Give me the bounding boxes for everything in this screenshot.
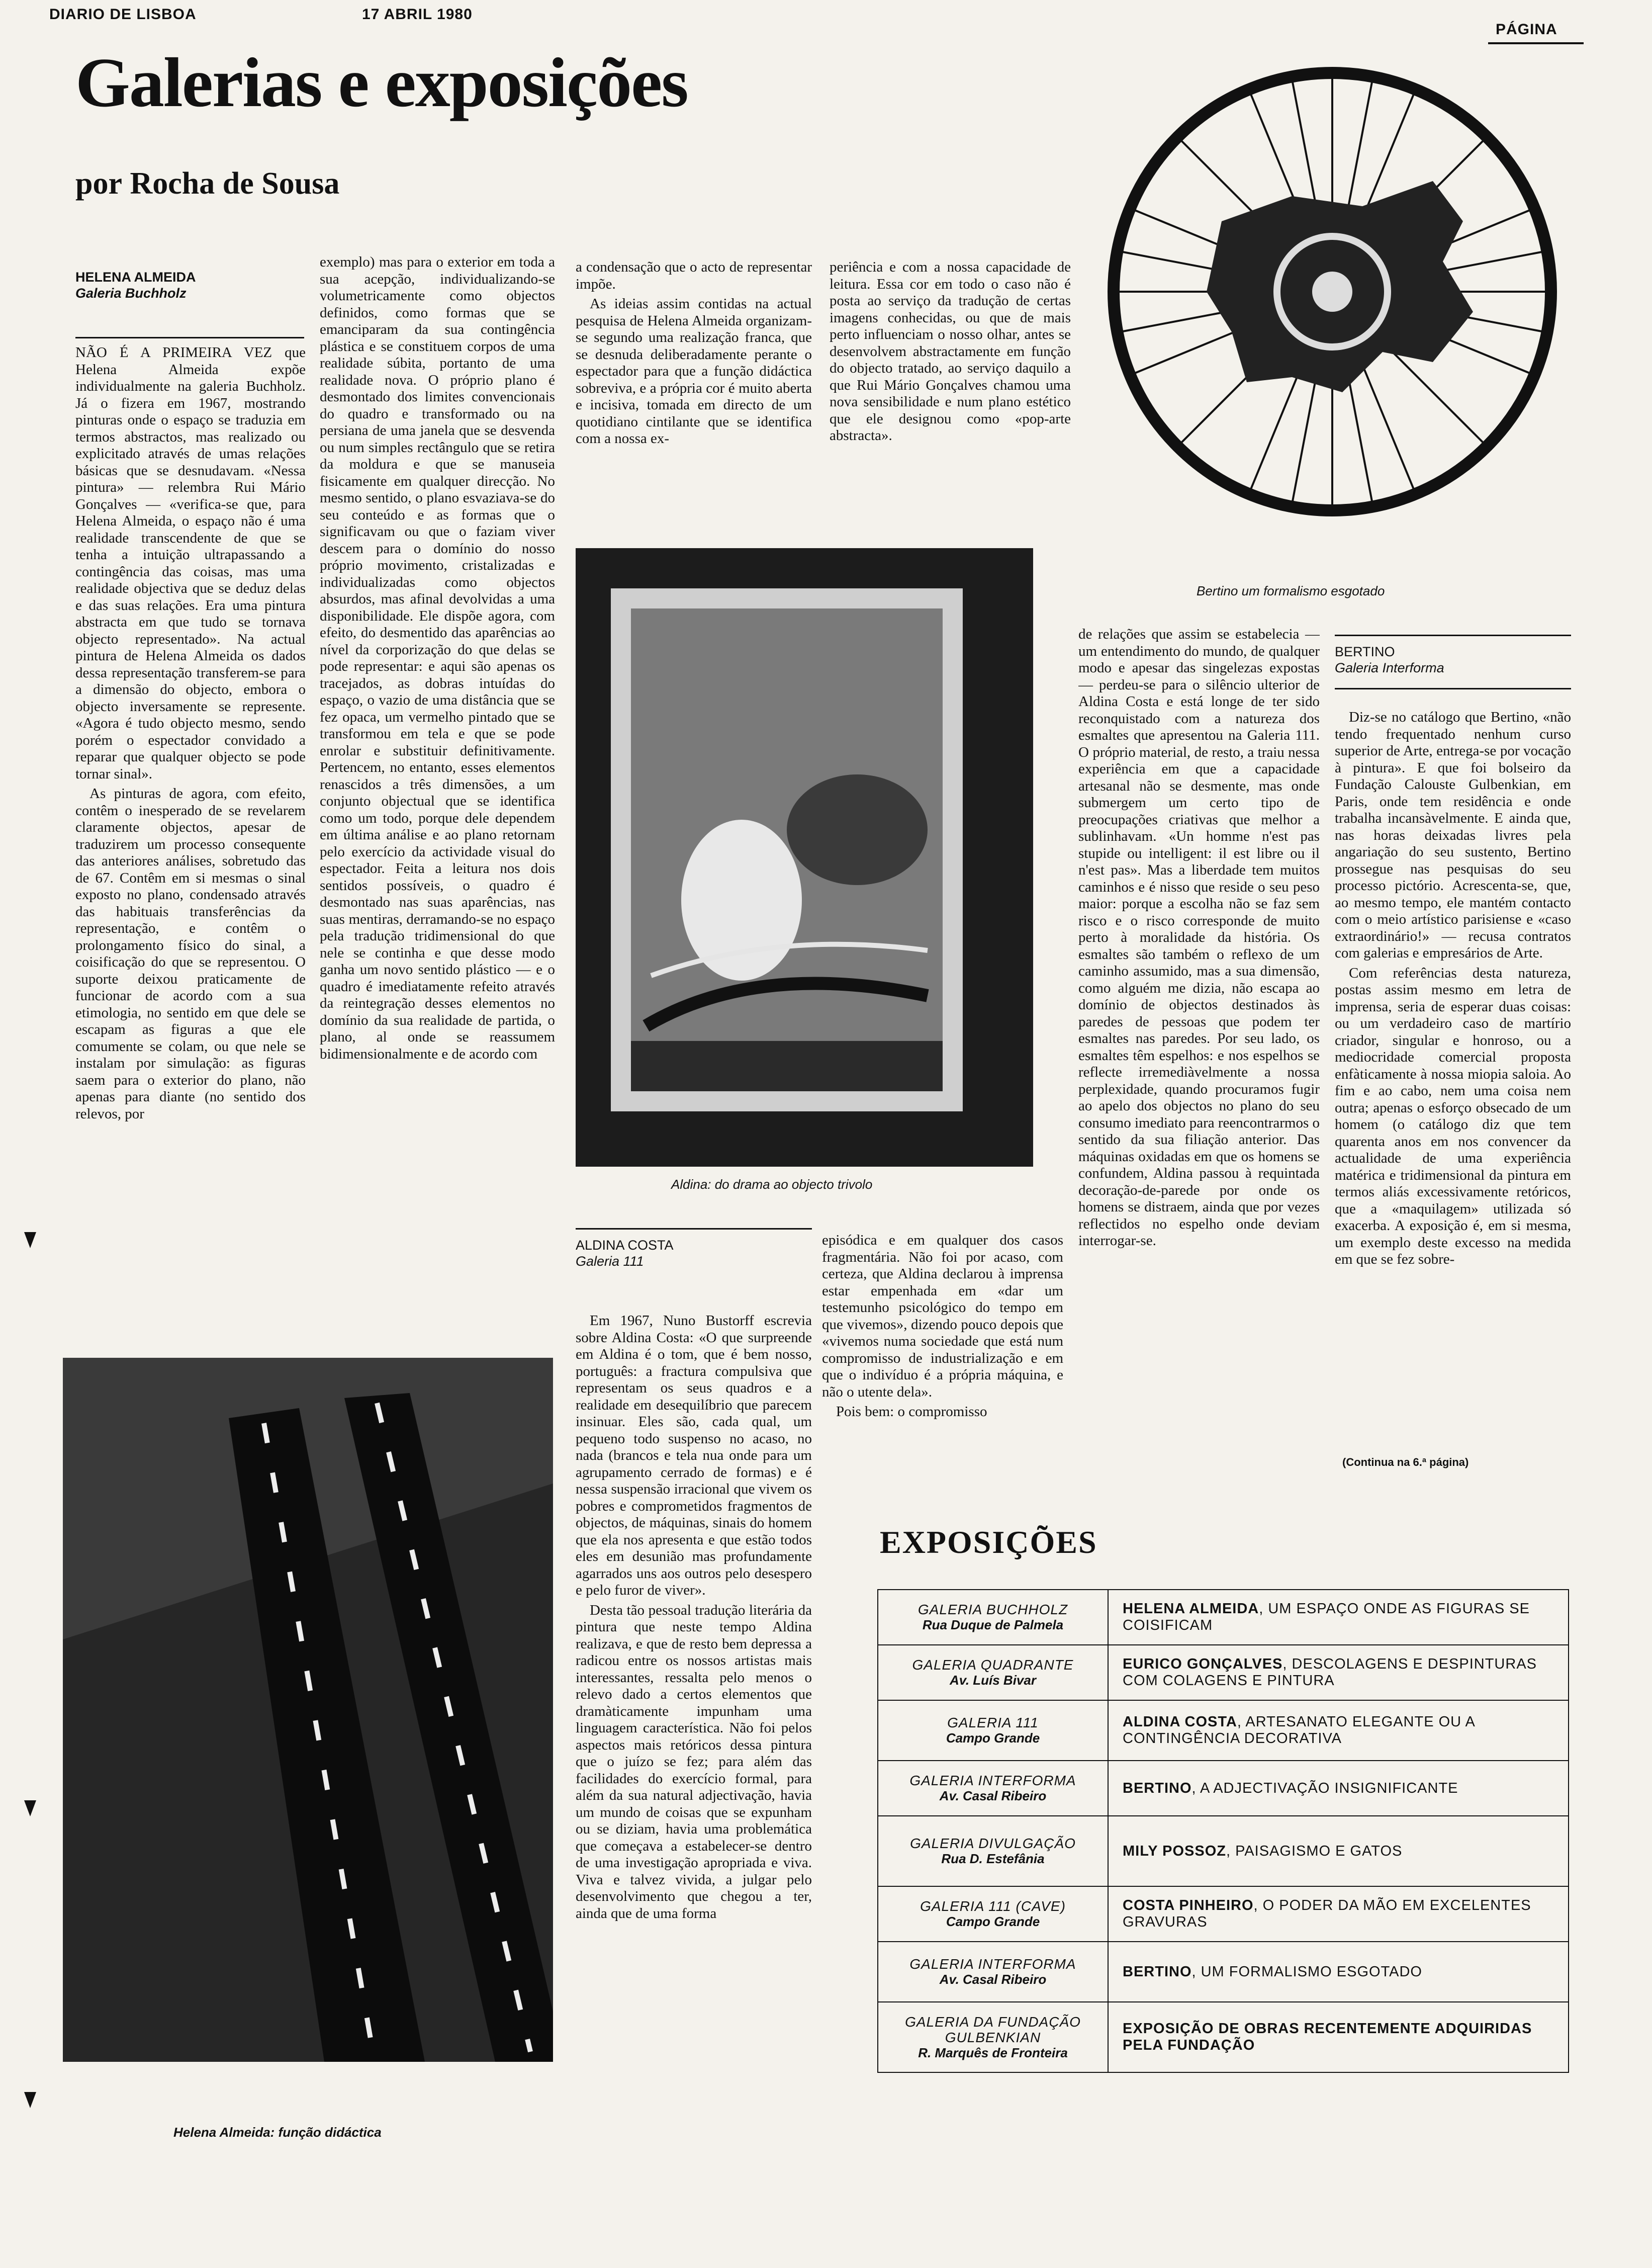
exposicao-gallery-cell bbox=[878, 1942, 1108, 2002]
byline bbox=[75, 166, 339, 202]
exposicao-desc-cell bbox=[1108, 1761, 1569, 1816]
exposicao-gallery-cell bbox=[878, 1761, 1108, 1816]
column-6-para-1: Diz-se no catálogo que Bertino, «não tendo frequentado nenhum curso superior de Arte, entrega-se por vocação à pintura». E que foi bolseiro da Fundação Calouste Gulbenkian, em Paris, onde tem residência e onde trabalha incansàvelmente. E ainda que, nas horas deixadas livres pela angariação do seu sustento, Bertino prossegue nas pesquisas do seu processo pictório. Acrescenta-se, que, ao mesmo tempo, ele mantém contacto com o meio artístico parisiense e «caso extraordinário!» — recusa contratos com galerias e empresários de Arte. bbox=[1335, 709, 1571, 961]
column-2-para-1: exemplo) mas para o exterior em toda a sua acepção, individualizando-se volumetricamente como objectos definidos, como formas que se emanciparam da sua contingência plástica e se constituem corpos de uma realidade súbita, portanto de uma realidade nova. O próprio plano é desmontado dos limites convencionais do quadro e transformado ou na persiana de uma janela que se desvenda ou num simples rectângulo que se retira da moldura e que se manuseia fisicamente em qualquer direcção. No mesmo sentido, o plano esvaziava-se do seu conteúdo e as formas que o significavam ou que o faziam viver descem para o domínio do nosso próprio movimento, cristalizadas e individualizadas como objectos absurdos, mas afinal devolvidas a uma disponibilidade. Ele dispõe agora, com efeito, do desmentido das aparências ao nível da corporização do que delas se pode representar: e aqui são apenas os tracejados, as dobras intuídas do espaço, o vazio de uma distância que se fez opaca, um vermelho pintado que se transformou em tela e que se pode enrolar e substituir definitivamente. Pertencem, no entanto, esses elementos renascidos a três dimensões, a um conjunto objectual que se identifica como um todo, porque dele dependem em última análise e ao plano retornam pelo exercício da actividade visual do espectador. Feita a leitura nos dois sentidos possíveis, o quadro é desmontado nas suas aparências, nas suas mentiras, derramando-se no espaço pela tradução tridimensional do que nele se continha e que desse modo ganha um novo sentido plástico — e o quadro é imediatamente refeito através da reintegração desses elementos no domínio da sua realidade de partida, o plano, al onde se reassumem bidimensionalmente e de acordo com bbox=[320, 254, 555, 1062]
exposicao-text: , PAISAGISMO E GATOS bbox=[1226, 1843, 1403, 1859]
exposicao-address: Av. Casal Ribeiro bbox=[939, 1972, 1047, 1987]
arrow-down-icon bbox=[24, 1800, 36, 1816]
continued-note: (Continua na 6.ª página) bbox=[1342, 1456, 1469, 1468]
exposicao-text: , DESCOLAGENS E DESPINTURAS COM COLAGENS E PINTURA bbox=[1123, 1656, 1537, 1689]
exposicao-artist: HELENA ALMEIDA bbox=[1123, 1601, 1259, 1617]
exposicao-gallery-cell bbox=[878, 1700, 1108, 1761]
exposicao-artist: EURICO GONÇALVES bbox=[1123, 1656, 1283, 1672]
column-3-bottom bbox=[576, 1313, 812, 2258]
exposicao-gallery: GALERIA INTERFORMA bbox=[909, 1956, 1076, 1972]
exposicao-address: R. Marquês de Fronteira bbox=[918, 2045, 1068, 2060]
paper-name: DIARIO DE LISBOA bbox=[49, 6, 197, 23]
section-helena bbox=[75, 269, 297, 301]
section-bertino-name: BERTINO bbox=[1335, 644, 1395, 659]
section-aldina-gallery: Galeria 111 bbox=[576, 1254, 644, 1269]
exposicao-desc-cell bbox=[1108, 1700, 1569, 1761]
section-rule bbox=[576, 1228, 812, 1230]
exposicao-gallery-cell bbox=[878, 1645, 1108, 1700]
exposicao-text: , UM FORMALISMO ESGOTADO bbox=[1191, 1963, 1422, 1980]
column-6 bbox=[1335, 709, 1571, 1453]
bertino-caption: Bertino um formalismo esgotado bbox=[1197, 583, 1385, 598]
exposicao-row bbox=[878, 1886, 1569, 1942]
exposicao-gallery-cell bbox=[878, 1886, 1108, 1942]
bertino-photo bbox=[1081, 30, 1584, 573]
exposicao-artist: ALDINA COSTA bbox=[1123, 1714, 1237, 1730]
section-aldina-name: ALDINA COSTA bbox=[576, 1238, 674, 1253]
exposicao-address: Rua D. Estefânia bbox=[941, 1851, 1045, 1866]
exposicao-desc-cell bbox=[1108, 1590, 1569, 1645]
column-4-top-para-1: periência e com a nossa capacidade de leitura. Essa cor em todo o caso não é posta ao serviço da tradução de certas imagens conhecidas, ou que de mais perto influenciam o nosso olhar, antes se desenvolvem abstractamente em função do objecto tratado, ao serviço daquilo a que Rui Mário Gonçalves chamou uma nova sensibilidade e num plano estético que ele designou como «pop-arte abstracta». bbox=[830, 259, 1071, 444]
section-helena-gallery: Galeria Buchholz bbox=[75, 286, 187, 301]
exposicao-address: Campo Grande bbox=[946, 1730, 1040, 1746]
column-1 bbox=[75, 344, 306, 1330]
exposicao-row bbox=[878, 1590, 1569, 1645]
section-rule bbox=[75, 337, 304, 338]
column-2 bbox=[320, 254, 555, 1330]
exposicao-row bbox=[878, 1761, 1569, 1816]
exposicao-row bbox=[878, 1645, 1569, 1700]
exposicao-artist: COSTA PINHEIRO bbox=[1123, 1897, 1254, 1913]
column-1-para-1: NÃO É A PRIMEIRA VEZ que Helena Almeida expõe individualmente na galeria Buchholz. Já o fizera em 1967, mostrando pinturas onde o espaço se traduzia em termos abstractos, mas realizado ou explicitado através de umas relações básicas que se desnudavam. «Nessa pintura» — relembra Rui Mário Gonçalves — «verifica-se que, para Helena Almeida, o espaço não é uma realidade transcendente de que se tenha a intuição ultrapassando a contingência das coisas, mas uma realidade objectiva que se deduz delas e das suas relações. Era uma pintura abstracta em que tudo se tornava objecto representado». Na actual pintura de Helena Almeida os dados dessa representação transferem-se para a dimensão do objecto, embora o objecto inversamente se represente. «Agora é tudo objecto mesmo, sendo porém o espectador convidado a reparar que qualquer objecto se pode tornar sinal». bbox=[75, 344, 306, 782]
exposicao-artist: EXPOSIÇÃO DE OBRAS RECENTEMENTE ADQUIRIDAS PELA FUNDAÇÃO bbox=[1123, 2021, 1532, 2053]
column-4-top bbox=[830, 259, 1071, 541]
headline: Galerias e exposições bbox=[75, 44, 688, 122]
exposicao-address: Av. Casal Ribeiro bbox=[939, 1788, 1047, 1803]
column-4-bottom-para-2: Pois bem: o compromisso bbox=[836, 1404, 987, 1420]
issue-date: 17 ABRIL 1980 bbox=[362, 6, 473, 23]
column-6-para-2: Com referências desta natureza, postas assim mesmo em letra de imprensa, seria de esperar duas coisas: ou um verdadeiro caso de martírio criador, singular e honroso, ou a mediocridade comercial proposta enfàticamente à nossa miopia saloia. Ao fim e ao cabo, nem uma coisa nem outra; apenas o esforço obsecado de um homem (o catálogo diz que tem quarenta anos em nos convencer da actualidade de uma experiência matérica e tridimensional da pintura em termos aliás excessivamente retóricos, que a «maquilagem» utilizada só exacerba. A exposição é, em si mesma, um exemplo deste excesso na medida em que se fez sobre- bbox=[1335, 965, 1571, 1267]
column-3-top bbox=[576, 259, 812, 520]
exposicao-row bbox=[878, 1816, 1569, 1886]
column-4-bottom-para-1: episódica e em qualquer dos casos fragmentária. Não foi por acaso, com certeza, que Aldina declarou à imprensa estar empenhada em «dar um testemunho psicológico do tempo em que vivemos», dizendo pouco depois que «vivemos numa sociedade que está num compromisso de industrialização e em que o indivíduo é a própria máquina, e não o utente dela». bbox=[822, 1232, 1063, 1400]
exposicao-gallery: GALERIA INTERFORMA bbox=[909, 1773, 1076, 1788]
exposicao-row bbox=[878, 1700, 1569, 1761]
exposicao-desc-cell bbox=[1108, 2002, 1569, 2072]
exposicao-text: , ARTESANATO ELEGANTE OU A CONTINGÊNCIA DECORATIVA bbox=[1123, 1714, 1475, 1747]
exposicao-address: Rua Duque de Palmela bbox=[922, 1617, 1064, 1632]
exposicao-gallery: GALERIA DA FUNDAÇÃO GULBENKIAN bbox=[905, 2014, 1081, 2045]
column-1-para-2: As pinturas de agora, com efeito, contêm o inesperado de se revelarem claramente objectos, apesar de traduzirem um processo consequente das anteriores análises, sobretudo das de 67. Contêm em si mesmas o sinal exposto no plano, condensado através das habituais transferências da representação, e contêm o prolongamento físico do sinal, a coisificação do que se representou. O suporte deixou praticamente de funcionar de acordo com a sua etimologia, no sentido em que dele se escapam as figuras a que ele comumente se colam, ou que nele se instalam por simulação: as figuras saem para o exterior do plano, não apenas para diante (no sentido dos relevos, por bbox=[75, 786, 306, 1122]
helena-photo bbox=[63, 1358, 553, 2062]
section-bertino-gallery: Galeria Interforma bbox=[1335, 660, 1444, 675]
exposicao-gallery: GALERIA BUCHHOLZ bbox=[917, 1602, 1068, 1617]
column-5-para-1: de relações que assim se estabelecia — um entendimento do mundo, de qualquer modo e apesar das singelezas expostas — perdeu-se para o silêncio ulterior de Aldina Costa e está longe de ter sido reconquistado com a natureza dos esmaltes que apresentou na Galeria 111. O próprio material, de resto, a traiu nessa experiência em que a capacidade artesanal não se desmente, mas onde submergem um certo tipo de preocupações criativas que melhor a sublinhavam. «Un homme n'est pas stupide ou intelligent: il est libre ou il n'est pas». Mas a liberdade tem muitos caminhos e é nisso que reside o seu peso maior: porque a escolha não se faz sem risco e o risco corresponde de muito perto à moralidade da história. Os esmaltes são também o reflexo de um caminho assumido, mas a sua dimensão, como alguém me dizia, não escapa ao domínio de objectos destinados às paredes de pessoas que podem ter esmaltes nas paredes. Por seu lado, os esmaltes têm espelhos: e nos espelhos se reflecte irremediàvelmente a nossa perplexidade, quando procuramos fugir ao apelo dos objectos no plano do seu consumo imediato para reencontrarmos o sentido da sua filiação anterior. Das máquinas oxidadas em que os homens se confundem, Aldina passou à requintada decoração-de-parede por onde os homens se distraem, ainda que por vezes reflectidos no espelho onde deviam interrogar-se. bbox=[1078, 626, 1320, 1249]
column-3-top-para-2: As ideias assim contidas na actual pesquisa de Helena Almeida organizam-se segundo uma realização franca, que se desnuda deliberadamente perante o espectador para que a função didáctica sobreviva, e a própria cor é muito aberta e incisiva, tomada em directo de um quotidiano cintilante que se identifica com a nossa ex- bbox=[576, 296, 812, 447]
exposicao-address: Campo Grande bbox=[946, 1914, 1040, 1929]
exposicao-artist: MILY POSSOZ bbox=[1123, 1843, 1226, 1859]
section-rule bbox=[1335, 635, 1571, 636]
section-aldina bbox=[576, 1237, 812, 1269]
exposicao-text: , O PODER DA MÃO EM EXCELENTES GRAVURAS bbox=[1123, 1897, 1531, 1930]
column-3-bottom-para-2: Desta tão pessoal tradução literária da pintura que neste tempo Aldina realizava, e que de resto bem depressa a radicou entre os nossos artistas mais interessantes, ressalta pelo menos o relevo dado a certos elementos que dramàticamente impunham uma linguagem característica. Não foi pelos aspectos mais retóricos dessa pintura que o juízo se fez; para além das facilidades do exercício formal, para além da sua natural adjectivação, havia um mundo de coisas que se expunham ou se diziam, havia uma problemática que começava a estabelecer-se dentro de uma investigação apropriada e viva. Viva e talvez vivida, a julgar pelo desenvolvimento que chegou a ter, ainda que de uma forma bbox=[576, 1602, 812, 1922]
exposicao-artist: BERTINO bbox=[1123, 1780, 1192, 1796]
exposicao-desc-cell bbox=[1108, 1886, 1569, 1942]
exposicao-gallery-cell bbox=[878, 2002, 1108, 2072]
exposicao-desc-cell bbox=[1108, 1942, 1569, 2002]
column-5 bbox=[1078, 626, 1320, 1478]
exposicoes-table bbox=[877, 1589, 1569, 2073]
section-rule bbox=[1335, 688, 1571, 689]
column-3-bottom-para-1: Em 1967, Nuno Bustorff escrevia sobre Aldina Costa: «O que surpreende em Aldina é o tom, que é bem nosso, português: a fractura compulsiva que representam os seus quadros e a realidade em desequilíbrio que parecem insinuar. Eles são, cada qual, um pequeno todo suspenso no acaso, no nada (brancos e tela nua onde para um agrupamento cerrado de formas) e é nessa suspensão irracional que vivem os pobres e comprometidos fragmentos de objectos, de máquinas, sinais do homem que ela nos apresenta e que estão todos eles em desunião mas profundamente agarrados uns aos outros pelo desespero e pelo furor de viver». bbox=[576, 1313, 812, 1598]
exposicao-text: , A ADJECTIVAÇÃO INSIGNIFICANTE bbox=[1191, 1780, 1458, 1796]
aldina-photo bbox=[576, 548, 1033, 1167]
exposicao-text: , UM ESPAÇO ONDE AS FIGURAS SE COISIFICAM bbox=[1123, 1601, 1530, 1633]
exposicao-gallery-cell bbox=[878, 1590, 1108, 1645]
exposicao-artist: BERTINO bbox=[1123, 1963, 1192, 1980]
section-bertino bbox=[1335, 644, 1571, 676]
exposicao-desc-cell bbox=[1108, 1816, 1569, 1886]
aldina-caption: Aldina: do drama ao objecto trivolo bbox=[671, 1177, 873, 1192]
exposicao-row bbox=[878, 1942, 1569, 2002]
page-label: PÁGINA bbox=[1496, 21, 1557, 38]
exposicao-gallery: GALERIA 111 (CAVE) bbox=[920, 1898, 1066, 1914]
arrow-down-icon bbox=[24, 2092, 36, 2108]
exposicao-gallery-cell bbox=[878, 1816, 1108, 1886]
exposicao-gallery: GALERIA DIVULGAÇÃO bbox=[910, 1836, 1076, 1851]
exposicao-gallery: GALERIA 111 bbox=[947, 1715, 1039, 1730]
column-3-top-para-1: a condensação que o acto de representar impõe. bbox=[576, 259, 812, 292]
exposicoes-title: EXPOSIÇÕES bbox=[880, 1524, 1097, 1560]
column-4-bottom bbox=[822, 1232, 1063, 1478]
arrow-down-icon bbox=[24, 1232, 36, 1248]
helena-caption: Helena Almeida: função didáctica bbox=[173, 2125, 382, 2140]
exposicao-address: Av. Luís Bivar bbox=[950, 1673, 1036, 1688]
byline-prefix: por bbox=[75, 166, 122, 201]
byline-author: Rocha de Sousa bbox=[130, 166, 340, 201]
section-helena-name: HELENA ALMEIDA bbox=[75, 270, 196, 285]
exposicao-gallery: GALERIA QUADRANTE bbox=[912, 1657, 1074, 1673]
exposicao-row bbox=[878, 2002, 1569, 2072]
exposicao-desc-cell bbox=[1108, 1645, 1569, 1700]
